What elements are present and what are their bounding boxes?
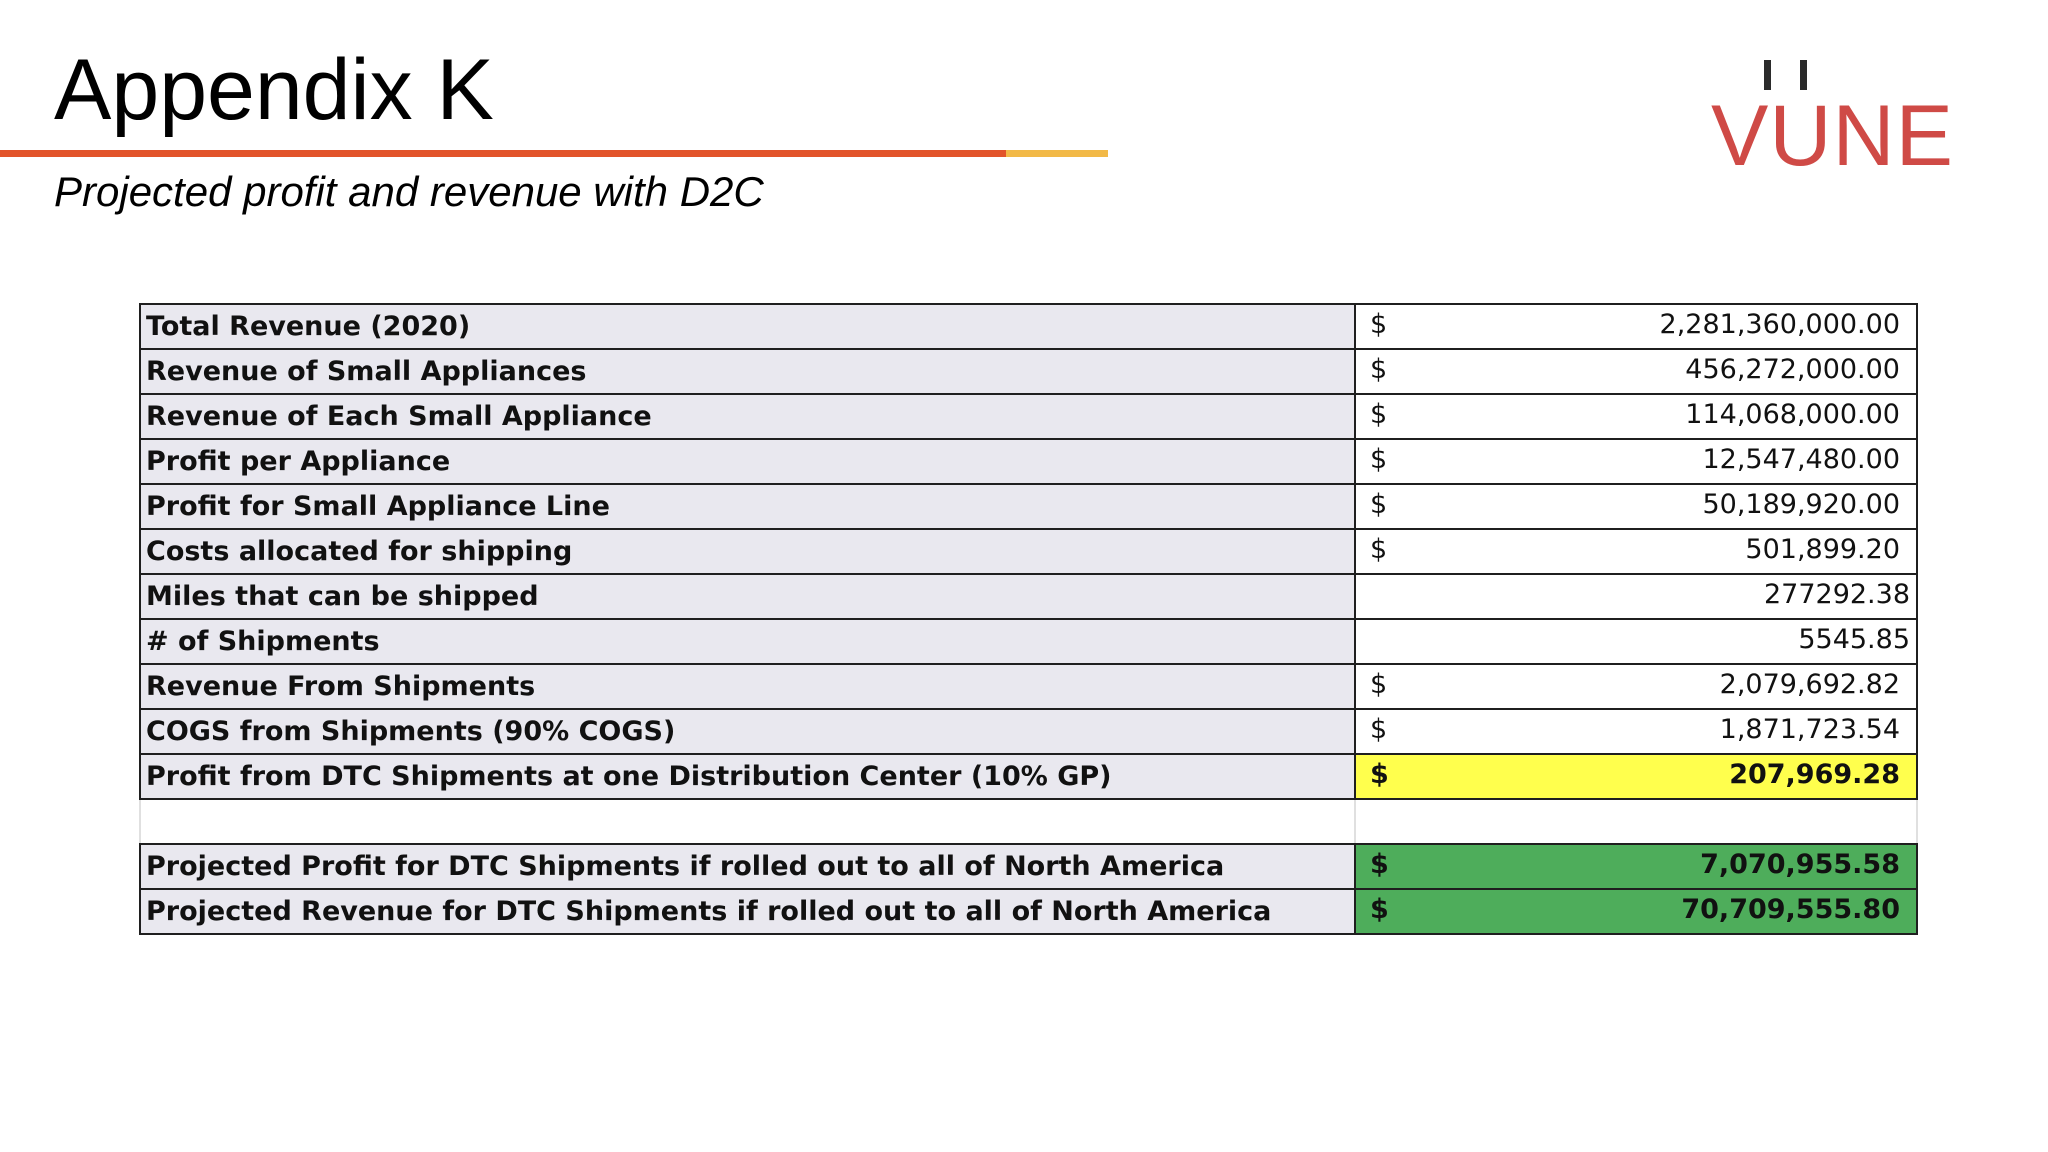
row-amount: 277292.38	[1763, 579, 1910, 610]
spacer-cell	[1355, 799, 1917, 844]
table-row	[140, 709, 1917, 754]
title-underline-yellow	[1006, 150, 1108, 157]
row-value-cell	[1355, 709, 1917, 754]
table-row	[140, 304, 1917, 349]
row-label: Projected Revenue for DTC Shipments if rolled out to all of North America	[140, 889, 1355, 934]
row-amount: 70,709,555.80	[1681, 894, 1900, 925]
row-value-cell	[1355, 484, 1917, 529]
row-amount: 2,079,692.82	[1719, 669, 1900, 700]
table-row	[140, 574, 1917, 619]
currency-symbol: $	[1370, 489, 1388, 520]
table-row	[140, 484, 1917, 529]
title-underline-orange	[0, 150, 1006, 157]
row-value-cell	[1355, 394, 1917, 439]
financial-table	[139, 303, 1909, 935]
currency-symbol: $	[1370, 894, 1389, 925]
table-spacer-row	[140, 799, 1917, 844]
row-amount: 2,281,360,000.00	[1659, 309, 1900, 340]
currency-symbol: $	[1370, 849, 1389, 880]
currency-symbol: $	[1370, 669, 1388, 700]
table-row	[140, 439, 1917, 484]
row-value-cell	[1355, 529, 1917, 574]
spacer-cell	[140, 799, 1355, 844]
row-amount: 501,899.20	[1745, 534, 1900, 565]
row-label: Revenue of Each Small Appliance	[140, 394, 1355, 439]
row-amount: 207,969.28	[1729, 759, 1900, 790]
row-amount: 114,068,000.00	[1685, 399, 1900, 430]
currency-symbol: $	[1370, 444, 1388, 475]
vune-logo	[1708, 54, 1956, 184]
row-label: Revenue of Small Appliances	[140, 349, 1355, 394]
table-row	[140, 349, 1917, 394]
row-value-cell	[1355, 304, 1917, 349]
row-value-cell-highlight	[1355, 844, 1917, 889]
row-label: Profit per Appliance	[140, 439, 1355, 484]
row-label: Profit from DTC Shipments at one Distribution Center (10% GP)	[140, 754, 1355, 799]
row-value-cell	[1355, 349, 1917, 394]
row-label: Costs allocated for shipping	[140, 529, 1355, 574]
row-value-cell-highlight	[1355, 754, 1917, 799]
row-label: Miles that can be shipped	[140, 574, 1355, 619]
row-value-cell-highlight	[1355, 889, 1917, 934]
row-label: COGS from Shipments (90% COGS)	[140, 709, 1355, 754]
row-value-cell	[1355, 664, 1917, 709]
row-value-cell	[1355, 619, 1917, 664]
currency-symbol: $	[1370, 534, 1388, 565]
row-label: Profit for Small Appliance Line	[140, 484, 1355, 529]
row-label: Revenue From Shipments	[140, 664, 1355, 709]
table-row-highlight-dc-profit	[140, 754, 1917, 799]
table-row-projected-profit	[140, 844, 1917, 889]
logo-tick-marks	[1708, 54, 1956, 90]
currency-symbol: $	[1370, 354, 1388, 385]
row-value-cell	[1355, 439, 1917, 484]
row-amount: 7,070,955.58	[1700, 849, 1900, 880]
row-amount: 456,272,000.00	[1685, 354, 1900, 385]
currency-symbol: $	[1370, 309, 1388, 340]
row-label: Projected Profit for DTC Shipments if rolled out to all of North America	[140, 844, 1355, 889]
logo-wordmark: VUNE	[1711, 88, 1954, 184]
row-amount: 5545.85	[1798, 624, 1910, 655]
currency-symbol: $	[1370, 759, 1389, 790]
table-row	[140, 394, 1917, 439]
table-row	[140, 529, 1917, 574]
table-row	[140, 664, 1917, 709]
slide-title: Appendix K	[54, 42, 494, 138]
projection-table	[139, 303, 1918, 935]
row-label: # of Shipments	[140, 619, 1355, 664]
table-row	[140, 619, 1917, 664]
row-value-cell	[1355, 574, 1917, 619]
table-row-projected-revenue	[140, 889, 1917, 934]
currency-symbol: $	[1370, 714, 1388, 745]
row-label: Total Revenue (2020)	[140, 304, 1355, 349]
slide-subtitle: Projected profit and revenue with D2C	[54, 168, 764, 215]
row-amount: 1,871,723.54	[1719, 714, 1900, 745]
row-amount: 50,189,920.00	[1702, 489, 1900, 520]
row-amount: 12,547,480.00	[1702, 444, 1900, 475]
currency-symbol: $	[1370, 399, 1388, 430]
